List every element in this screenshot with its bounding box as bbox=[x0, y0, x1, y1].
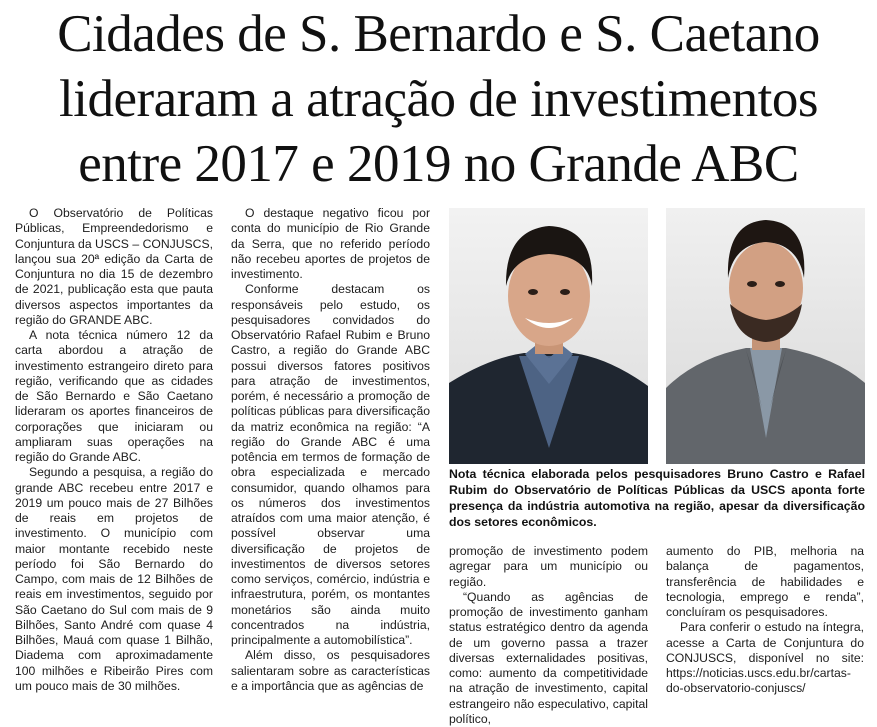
paragraph: A nota técnica número 12 da carta abordou a atração de investimento estrangeiro direto para região, verificando que as cidades de São Bernardo e São Caetano lideraram os aportes financeiros de corporações que iniciaram ou ampliaram suas operações na região do Grande ABC. bbox=[15, 328, 213, 464]
paragraph: Conforme destacam os responsáveis pelo estudo, os pesquisadores convidados do Observatório Rafael Rubim e Bruno Castro, a região do Grande ABC possui diversos fatores positivos para atração de investimentos, porém, é necessário a promoção de políticas públicas para diversificação da matriz econômica na região: “A região do Grande ABC é uma potência em termos de formação de obra especializada e mercado consumidor, quando olhamos para os números dos investimentos atraídos com uma maior atenção, é possível observar uma diversificação de projetos de investimentos de diversos setores como serviços, comércio, indústria e infraestrutura, porém, os montantes monetários são ainda muito concentrados na indústria, principalmente a automobilística”. bbox=[231, 282, 430, 647]
article-column-1 bbox=[15, 206, 213, 694]
paragraph: promoção de investimento podem agregar para um município ou região. bbox=[449, 544, 648, 589]
paragraph: aumento do PIB, melhoria na balança de pagamentos, transferência de habilidades e tecnologia, emprego e renda”, concluíram os pesquisadores. bbox=[666, 544, 864, 619]
paragraph: Segundo a pesquisa, a região do grande ABC recebeu entre 2017 e 2019 um pouco mais de 27 Bilhões de reais em projetos de investimento. O município com maior montante recebido neste período foi São Bernardo do Campo, com mais de 12 Bilhões de reais em investimentos, seguido por São Caetano do Sul com mais de 9 Bilhões, Santo André com quase 4 Bilhões, Mauá com quase 1 Bilhão, Diadema com aproximadamente 100 milhões e Ribeirão Pires com um pouco mais de 30 milhões. bbox=[15, 465, 213, 693]
paragraph: O Observatório de Políticas Públicas, Empreendedorismo e Conjuntura da USCS – CONJUSCS, lançou sua 20ª edição da Carta de Conjuntura no dia 15 de dezembro de 2021, publicação esta que pauta diversos aspectos importantes da região do GRANDE ABC. bbox=[15, 206, 213, 327]
article-column-4 bbox=[666, 544, 864, 697]
article-column-3 bbox=[449, 544, 648, 727]
paragraph: Para conferir o estudo na íntegra, acesse a Carta de Conjuntura do CONJUSCS, disponível no site: https://noticias.uscs.edu.br/cartas-do-observatorio-conjuscs/ bbox=[666, 620, 864, 696]
article-column-2 bbox=[231, 206, 430, 694]
paragraph: O destaque negativo ficou por conta do município de Rio Grande da Serra, que no referido período não recebeu aportes de projetos de investimento. bbox=[231, 206, 430, 281]
headline-line-3: entre 2017 e 2019 no Grande ABC bbox=[78, 135, 799, 193]
photo-caption: Nota técnica elaborada pelos pesquisadores Bruno Castro e Rafael Rubim do Observatório de Políticas Públicas da USCS aponta forte presença da indústria automotiva na região, apesar da diversificação dos setores econômicos. bbox=[449, 467, 865, 529]
headline-line-2: lideraram a atração de investimentos bbox=[59, 70, 818, 128]
photo-rafael-rubim bbox=[666, 208, 865, 464]
paragraph: Além disso, os pesquisadores salientaram sobre as características e a importância que as agências de bbox=[231, 648, 430, 693]
headline-line-1: Cidades de S. Bernardo e S. Caetano bbox=[57, 5, 820, 63]
headline bbox=[0, 2, 877, 197]
paragraph: “Quando as agências de promoção de investimento ganham status estratégico dentro da agenda de um governo passa a trazer diversas externalidades positivas, como: aumento da competitividade na atração de investimento, capital estrangeiro não especulativo, capital político, bbox=[449, 589, 648, 726]
photo-bruno-castro bbox=[449, 208, 648, 464]
